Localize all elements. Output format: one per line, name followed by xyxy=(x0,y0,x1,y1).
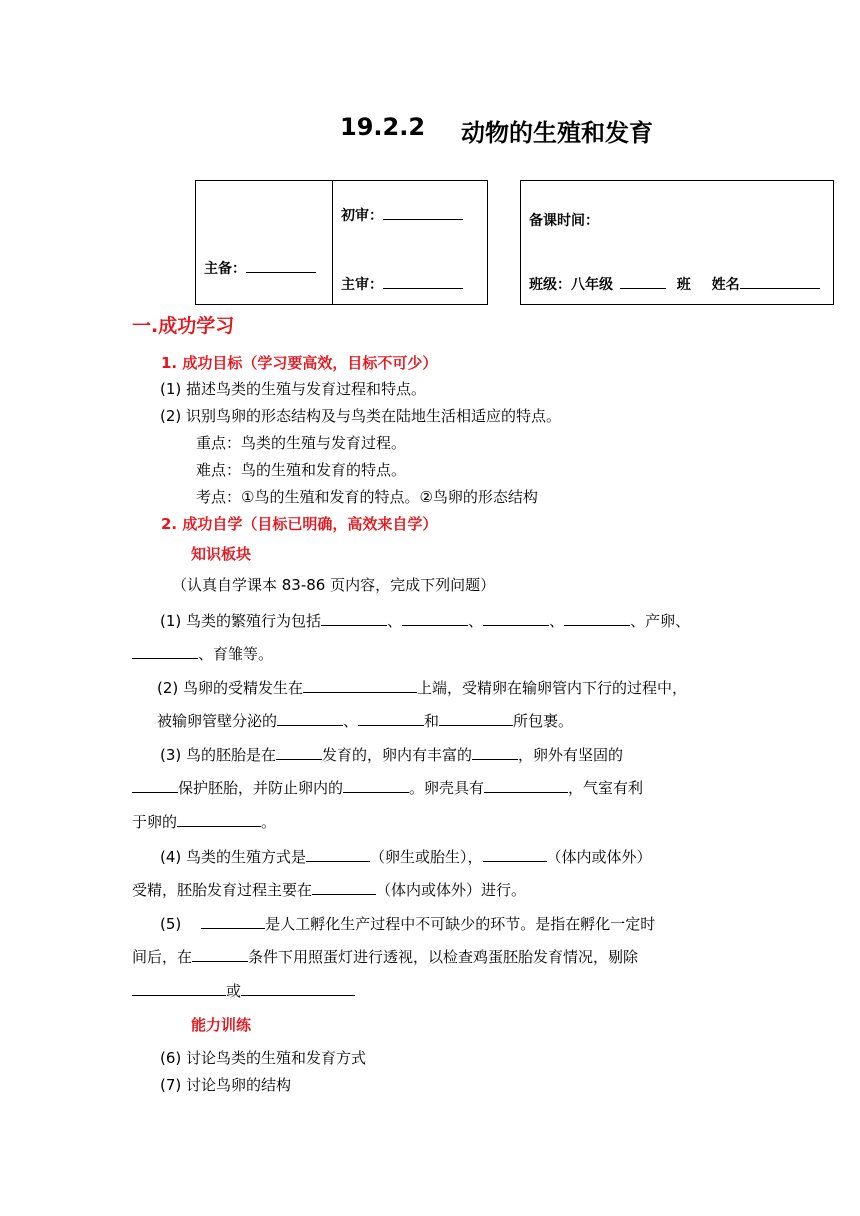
q2-text-3: 被输卵管壁分泌的 xyxy=(157,712,278,730)
q3-blank-4 xyxy=(343,778,409,793)
chief-review-label: 主审： xyxy=(341,277,383,293)
difficult-point: 难点：鸟的生殖和发育的特点。 xyxy=(196,461,407,479)
question-1-line-2 xyxy=(132,643,273,664)
q2-blank-3 xyxy=(358,711,424,726)
q4-text-2: （卵生或胎生）， xyxy=(370,848,483,866)
first-review-blank xyxy=(383,205,463,220)
q3-blank-2 xyxy=(472,745,518,760)
q1-sep: 、 xyxy=(468,612,484,630)
goals-heading: 1. 成功目标（学习要高效，目标不可少） xyxy=(161,354,438,372)
q3-blank-3 xyxy=(132,778,178,793)
question-1-line-1 xyxy=(160,610,690,631)
q4-blank-3 xyxy=(312,880,376,895)
first-review-label: 初审： xyxy=(341,208,383,224)
q1-sep: 、 xyxy=(549,612,565,630)
ability-heading: 能力训练 xyxy=(191,1016,252,1034)
question-5-line-2 xyxy=(132,946,638,967)
q1-sep: 、 xyxy=(387,612,403,630)
class-name-field xyxy=(529,274,820,294)
q1-text-end: 、育雏等。 xyxy=(198,645,274,663)
q1-blank-2 xyxy=(402,611,468,626)
q3-blank-6 xyxy=(177,812,261,827)
q3-text-4: 保护胚胎，并防止卵内的 xyxy=(178,779,344,797)
q1-blank-5 xyxy=(132,644,198,659)
q1-blank-1 xyxy=(321,611,387,626)
question-3-line-1 xyxy=(160,744,623,765)
q3-text-7: 于卵的 xyxy=(132,813,178,831)
student-name-blank xyxy=(740,274,820,289)
prep-time-label: 备课时间： xyxy=(529,213,599,229)
q5-text-2: 是人工孵化生产过程中不可缺少的环节。是指在孵化一定时 xyxy=(265,915,656,933)
question-5-line-1 xyxy=(160,913,655,934)
student-name-label: 姓名 xyxy=(711,277,740,293)
q2-text-4: 所包裹。 xyxy=(513,712,574,730)
ability-item-6: (6) 讨论鸟类的生殖和发育方式 xyxy=(160,1049,367,1067)
goal-item-1: (1) 描述鸟类的生殖与发育过程和特点。 xyxy=(160,380,427,398)
q2-blank-2 xyxy=(277,711,343,726)
q3-text: (3) 鸟的胚胎是在 xyxy=(160,746,277,764)
q1-blank-3 xyxy=(483,611,549,626)
class-blank xyxy=(620,274,666,289)
q5-number: (5) xyxy=(160,915,182,933)
section-heading: 一.成功学习 xyxy=(132,315,235,337)
q1-text: (1) 鸟类的繁殖行为包括 xyxy=(160,612,322,630)
q5-blank-4 xyxy=(241,981,355,996)
q3-text-8: 。 xyxy=(261,813,277,831)
q5-text-4: 条件下用照蛋灯进行透视，以检查鸡蛋胚胎发育情况，剔除 xyxy=(248,948,639,966)
question-5-line-3 xyxy=(132,980,355,1001)
self-study-heading: 2. 成功自学（目标已明确，高效来自学） xyxy=(161,515,438,533)
q5-text-3: 间后，在 xyxy=(132,948,193,966)
exam-point: 考点：①鸟的生殖和发育的特点。②鸟卵的形态结构 xyxy=(196,488,538,506)
q3-text-5: 。卵壳具有 xyxy=(409,779,485,797)
q2-blank-4 xyxy=(439,711,513,726)
question-2-line-1 xyxy=(157,677,687,698)
class-label: 班级：八年级 xyxy=(529,277,613,293)
preparer-box-divider xyxy=(332,180,333,305)
q1-text-egg: 产卵、 xyxy=(645,612,691,630)
q3-text-6: ，气室有利 xyxy=(568,779,644,797)
q2-text-2: 上端，受精卵在输卵管内下行的过程中， xyxy=(417,679,688,697)
q2-and: 和 xyxy=(424,712,440,730)
q1-sep: 、 xyxy=(630,612,646,630)
question-3-line-2 xyxy=(132,777,643,798)
key-point: 重点：鸟类的生殖与发育过程。 xyxy=(196,434,407,452)
question-3-line-3 xyxy=(132,811,276,832)
q4-text-4: 受精，胚胎发育过程主要在 xyxy=(132,881,313,899)
q3-text-2: 发育的，卵内有丰富的 xyxy=(322,746,473,764)
chief-review-blank xyxy=(383,274,463,289)
main-prep-blank xyxy=(246,258,316,273)
study-instruction: （认真自学课本 83-86 页内容，完成下列问题） xyxy=(172,576,496,594)
goal-item-2: (2) 识别鸟卵的形态结构及与鸟类在陆地生活相适应的特点。 xyxy=(160,407,562,425)
q2-blank-1 xyxy=(303,678,417,693)
lesson-number: 19.2.2 xyxy=(340,113,426,141)
q2-text: (2) 鸟卵的受精发生在 xyxy=(157,679,304,697)
q3-blank-5 xyxy=(484,778,568,793)
q4-blank-1 xyxy=(306,847,370,862)
q4-text-5: （体内或体外）进行。 xyxy=(376,881,527,899)
first-review-field xyxy=(341,205,463,225)
q5-blank-3 xyxy=(132,981,226,996)
question-2-line-2 xyxy=(157,710,573,731)
knowledge-heading: 知识板块 xyxy=(191,545,252,563)
ability-item-7: (7) 讨论鸟卵的结构 xyxy=(160,1076,292,1094)
class-suffix-label: 班 xyxy=(676,277,691,293)
lesson-title: 动物的生殖和发育 xyxy=(461,119,653,147)
q5-blank-2 xyxy=(192,947,248,962)
q5-blank-1 xyxy=(201,914,265,929)
question-4-line-2 xyxy=(132,879,526,900)
q5-text-5: 或 xyxy=(226,982,242,1000)
main-prep-field xyxy=(204,258,316,278)
chief-review-field xyxy=(341,274,463,294)
q1-blank-4 xyxy=(564,611,630,626)
q3-blank-1 xyxy=(276,745,322,760)
q4-text-3: （体内或体外） xyxy=(546,848,652,866)
q3-text-3: ，卵外有坚固的 xyxy=(518,746,624,764)
q2-sep: 、 xyxy=(343,712,359,730)
main-prep-label: 主备： xyxy=(204,261,246,277)
q4-blank-2 xyxy=(483,847,547,862)
q4-text: (4) 鸟类的生殖方式是 xyxy=(160,848,307,866)
question-4-line-1 xyxy=(160,846,652,867)
